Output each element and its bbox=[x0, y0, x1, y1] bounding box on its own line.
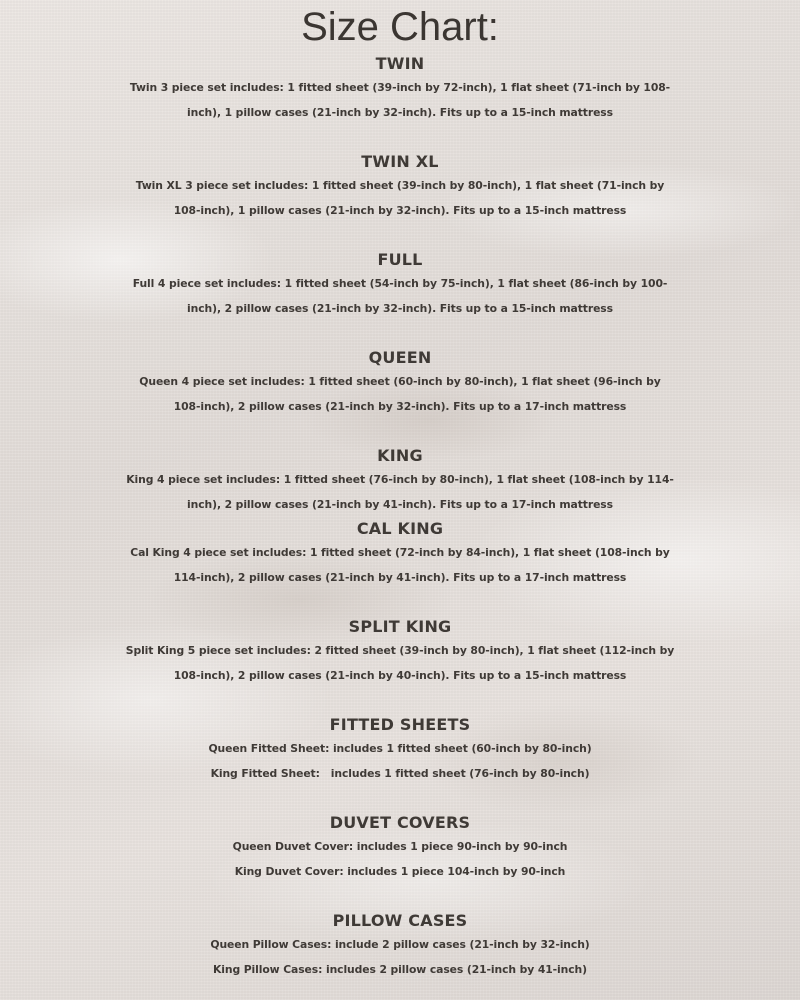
section-line: inch), 1 pillow cases (21-inch by 32-inch). Fits up to a 15-inch mattress bbox=[187, 106, 613, 119]
section-line: King 4 piece set includes: 1 fitted sheet (76-inch by 80-inch), 1 flat sheet (108-inch by 114- bbox=[126, 473, 674, 486]
section-heading: QUEEN bbox=[368, 348, 432, 367]
section-line: 108-inch), 2 pillow cases (21-inch by 32-inch). Fits up to a 17-inch mattress bbox=[173, 400, 627, 413]
section-line: Full 4 piece set includes: 1 fitted sheet (54-inch by 75-inch), 1 flat sheet (86-inch by 100- bbox=[132, 277, 668, 290]
section-heading: PILLOW CASES bbox=[332, 911, 468, 930]
section-twin-xl bbox=[0, 151, 800, 223]
section-line: inch), 2 pillow cases (21-inch by 32-inch). Fits up to a 15-inch mattress bbox=[187, 302, 613, 315]
section-line: Queen Duvet Cover: includes 1 piece 90-inch by 90-inch bbox=[232, 840, 568, 853]
page-title: Size Chart: bbox=[301, 5, 499, 49]
section-line: 108-inch), 1 pillow cases (21-inch by 32-inch). Fits up to a 15-inch mattress bbox=[173, 204, 627, 217]
section-line: Queen 4 piece set includes: 1 fitted sheet (60-inch by 80-inch), 1 flat sheet (96-inch by bbox=[139, 375, 661, 388]
section-line: Cal King 4 piece set includes: 1 fitted sheet (72-inch by 84-inch), 1 flat sheet (108-inch by bbox=[130, 546, 670, 559]
section-line: Twin 3 piece set includes: 1 fitted sheet (39-inch by 72-inch), 1 flat sheet (71-inch by 108- bbox=[129, 81, 671, 94]
section-line: Queen Pillow Cases: include 2 pillow cases (21-inch by 32-inch) bbox=[210, 938, 590, 951]
section-fitted-sheets bbox=[0, 714, 800, 786]
section-heading: SPLIT KING bbox=[348, 617, 452, 636]
section-full bbox=[0, 249, 800, 321]
section-heading: FITTED SHEETS bbox=[329, 715, 471, 734]
section-heading: TWIN bbox=[375, 54, 425, 73]
section-duvet-covers bbox=[0, 812, 800, 884]
section-split-king bbox=[0, 616, 800, 688]
section-heading: TWIN XL bbox=[361, 152, 439, 171]
section-pillow-cases bbox=[0, 910, 800, 982]
section-line: Queen Fitted Sheet: includes 1 fitted sheet (60-inch by 80-inch) bbox=[208, 742, 592, 755]
section-heading: FULL bbox=[377, 250, 423, 269]
section-heading: DUVET COVERS bbox=[329, 813, 471, 832]
section-heading: KING bbox=[377, 446, 423, 465]
section-line: King Pillow Cases: includes 2 pillow cases (21-inch by 41-inch) bbox=[213, 963, 587, 976]
section-line: 114-inch), 2 pillow cases (21-inch by 41-inch). Fits up to a 17-inch mattress bbox=[173, 571, 627, 584]
section-line: Split King 5 piece set includes: 2 fitted sheet (39-inch by 80-inch), 1 flat sheet (112-inch by bbox=[125, 644, 675, 657]
section-line: King Duvet Cover: includes 1 piece 104-inch by 90-inch bbox=[234, 865, 566, 878]
section-line: 108-inch), 2 pillow cases (21-inch by 40-inch). Fits up to a 15-inch mattress bbox=[173, 669, 627, 682]
section-line: King Fitted Sheet: includes 1 fitted sheet (76-inch by 80-inch) bbox=[210, 767, 590, 780]
section-line: Twin XL 3 piece set includes: 1 fitted sheet (39-inch by 80-inch), 1 flat sheet (71-inch by bbox=[135, 179, 665, 192]
section-king bbox=[0, 445, 800, 517]
section-queen bbox=[0, 347, 800, 419]
section-twin bbox=[0, 53, 800, 125]
section-line: inch), 2 pillow cases (21-inch by 41-inch). Fits up to a 17-inch mattress bbox=[187, 498, 613, 511]
section-cal-king bbox=[0, 518, 800, 590]
section-heading: CAL KING bbox=[356, 519, 444, 538]
